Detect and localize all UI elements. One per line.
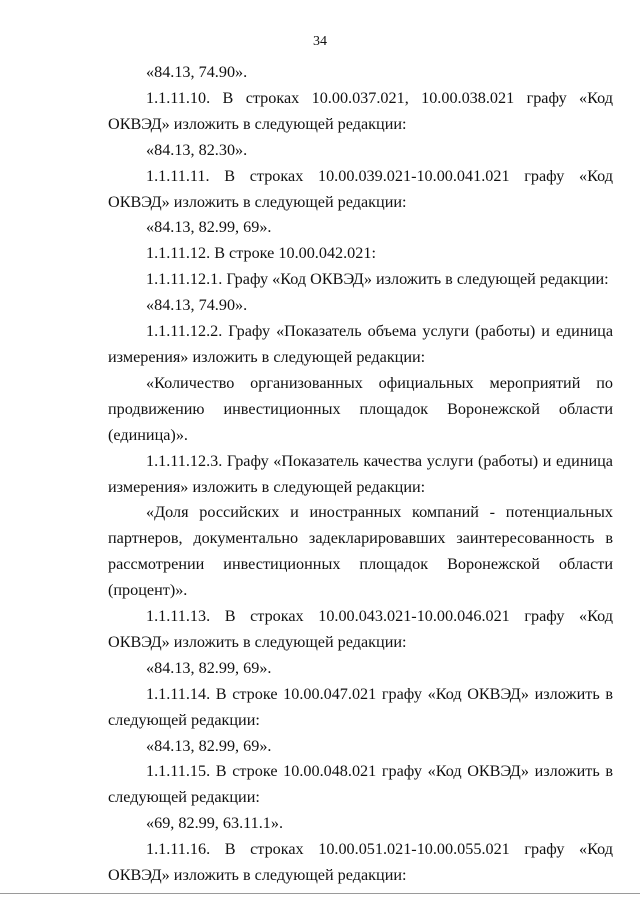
paragraph: «84.13, 74.90». xyxy=(146,296,248,315)
paragraph: «Количество организованных официальных мероприятий по продвижению инвестиционных площадок Воронежской области (единица)». xyxy=(108,373,613,444)
paragraph: 1.1.11.12. В строке 10.00.042.021: xyxy=(146,244,376,263)
paragraph: «84.13, 82.30». xyxy=(146,140,248,159)
paragraph: «84.13, 82.99, 69». xyxy=(146,218,272,237)
paragraph: «Доля российских и иностранных компаний - потенциальных партнеров, документально задекларировавших заинтересованность в рассмотрении инвестиционных площадок Воронежской области (процент)». xyxy=(108,503,613,600)
paragraph: 1.1.11.10. В строках 10.00.037.021, 10.00.038.021 графу «Код ОКВЭД» изложить в следующей редакции: xyxy=(108,88,613,133)
paragraph: «84.13, 82.99, 69». xyxy=(146,736,272,755)
paragraph: 1.1.11.16. В строках 10.00.051.021-10.00.055.021 графу «Код ОКВЭД» изложить в следующей редакции: xyxy=(108,840,613,885)
paragraph: 1.1.11.12.3. Графу «Показатель качества услуги (работы) и единица измерения» изложить в следующей редакции: xyxy=(108,451,613,496)
paragraph: 1.1.11.14. В строке 10.00.047.021 графу «Код ОКВЭД» изложить в следующей редакции: xyxy=(108,684,613,729)
paragraph: 1.1.11.12.1. Графу «Код ОКВЭД» изложить в следующей редакции: xyxy=(146,270,609,289)
page-bottom-rule xyxy=(0,893,640,894)
page-number: 34 xyxy=(313,34,327,49)
paragraph: 1.1.11.11. В строках 10.00.039.021-10.00.041.021 графу «Код ОКВЭД» изложить в следующей редакции: xyxy=(108,166,613,211)
paragraph: «84.13, 74.90». xyxy=(146,63,248,81)
paragraph: 1.1.11.13. В строках 10.00.043.021-10.00.046.021 графу «Код ОКВЭД» изложить в следующей редакции: xyxy=(108,607,613,651)
paragraph: «84.13, 82.99, 69». xyxy=(146,658,272,677)
document-body xyxy=(108,60,613,889)
paragraph: «69, 82.99, 63.11.1». xyxy=(146,814,283,833)
paragraph: 1.1.11.12.2. Графу «Показатель объема услуги (работы) и единица измерения» изложить в следующей редакции: xyxy=(108,322,613,366)
paragraph: 1.1.11.15. В строке 10.00.048.021 графу «Код ОКВЭД» изложить в следующей редакции: xyxy=(108,762,613,807)
